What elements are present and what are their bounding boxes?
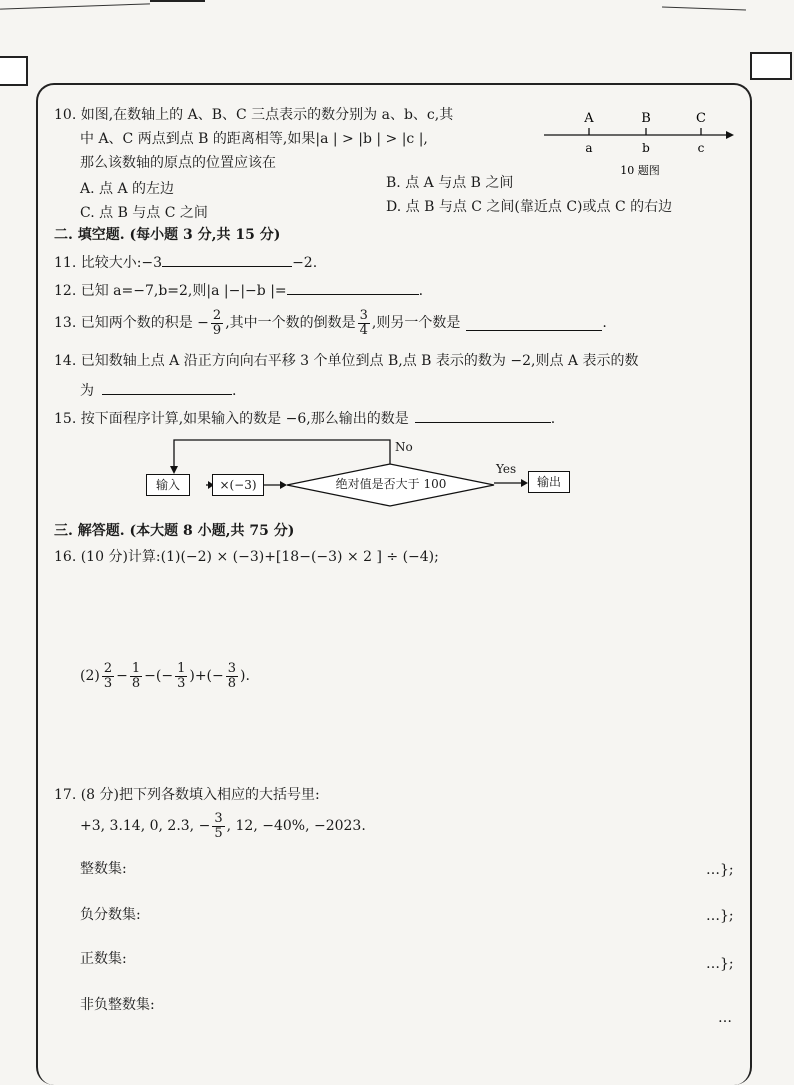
- figure-caption: 10 题图: [620, 164, 660, 177]
- q10-option-b: B. 点 A 与点 B 之间: [386, 175, 514, 191]
- flowchart-connectors: [140, 436, 590, 512]
- q16-frac-b: [130, 662, 142, 691]
- q10-line2: 中 A、C 两点到点 B 的距离相等,如果|a | > |b | > |c |,: [80, 131, 428, 147]
- set-positive-end: …};: [706, 956, 734, 972]
- label-C: C: [696, 111, 706, 126]
- q17-frac-num: 3: [214, 810, 223, 826]
- q10-line3: 那么该数轴的原点的位置应该在: [80, 155, 276, 171]
- set-nonnegative-integers-end: …: [718, 1010, 732, 1026]
- q16-part1: 16. (10 分)计算:(1)(−2) × (−3)+[18−(−3) × 2 ] ÷ (−4);: [54, 549, 439, 565]
- corner-box-left: [0, 56, 28, 86]
- q10-option-d: D. 点 B 与点 C 之间(靠近点 C)或点 C 的右边: [386, 199, 673, 215]
- set-integers-label: 整数集:: [80, 861, 127, 877]
- q16-op3: )+(−: [189, 668, 224, 684]
- flow-input-box: 输入: [146, 474, 190, 496]
- q16-frac-d-num: 3: [227, 660, 237, 676]
- section-3-heading: 三. 解答题. (本大题 8 小题,共 75 分): [54, 523, 295, 539]
- q11-text: 11. 比较大小:−3: [54, 255, 163, 271]
- q16-frac-a-den: 3: [103, 675, 113, 691]
- q14-line1: 14. 已知数轴上点 A 沿正方向向右平移 3 个单位到点 B,点 B 表示的数为 −2,则点 A 表示的数: [54, 353, 639, 369]
- q16-frac-b-den: 8: [131, 675, 141, 691]
- label-B: B: [641, 111, 651, 126]
- q16-op2: −(−: [144, 668, 174, 684]
- set-negative-fractions-label: 负分数集:: [80, 907, 141, 923]
- flow-yes-label: Yes: [496, 462, 517, 476]
- q16-frac-c: [175, 662, 187, 691]
- q11-answer-blank[interactable]: [162, 252, 292, 267]
- q13-frac1-num: 2: [212, 307, 222, 323]
- q10-option-c: C. 点 B 与点 C 之间: [80, 205, 208, 221]
- label-b: b: [642, 141, 650, 155]
- q16-frac-d: [226, 662, 238, 691]
- q13-fraction-2: [358, 309, 370, 338]
- q15-text: 15. 按下面程序计算,如果输入的数是 −6,那么输出的数是: [54, 411, 409, 427]
- q17-frac-den: 5: [214, 825, 223, 841]
- q13-mid: ,其中一个数的倒数是: [225, 315, 356, 331]
- q17-numbers-b: , 12, −40%, −2023.: [226, 818, 366, 834]
- flow-no-label: No: [395, 440, 413, 454]
- q12: [54, 280, 423, 302]
- label-A: A: [584, 111, 594, 126]
- q14-end: .: [232, 383, 237, 399]
- q17-numbers-a: +3, 3.14, 0, 2.3̇, −: [80, 818, 211, 834]
- q17-numbers: [80, 810, 366, 842]
- q10-line1: 10. 如图,在数轴上的 A、B、C 三点表示的数分别为 a、b、c,其: [54, 107, 454, 123]
- q14-answer-blank[interactable]: [102, 380, 232, 395]
- q11-end: −2.: [292, 255, 318, 271]
- q15-line: [54, 408, 555, 430]
- q13-frac2-num: 3: [359, 307, 368, 323]
- set-positive-label: 正数集:: [80, 951, 127, 967]
- loop-back-line: [174, 440, 390, 466]
- top-rule-left: [0, 3, 150, 9]
- set-integers-end: …};: [706, 862, 734, 878]
- q13-post: ,则另一个数是: [371, 315, 461, 331]
- q16-frac-d-den: 8: [227, 675, 237, 691]
- q10-option-a: A. 点 A 的左边: [80, 181, 175, 197]
- q16-op1: −: [116, 668, 128, 684]
- number-line-figure: [540, 104, 740, 182]
- q14-wei: 为: [80, 383, 94, 399]
- q16-frac-c-den: 3: [177, 675, 186, 691]
- q14-line2: [80, 380, 236, 402]
- flow-multiply-box: ×(−3): [212, 474, 264, 496]
- q16-frac-c-num: 1: [177, 660, 186, 676]
- flow-output-box: 输出: [528, 471, 570, 493]
- q13-answer-blank[interactable]: [466, 316, 602, 331]
- label-c: c: [697, 141, 705, 155]
- q16-frac-b-num: 1: [131, 660, 141, 676]
- set-negative-fractions-end: …};: [706, 908, 734, 924]
- loop-back-arrow: [170, 466, 178, 474]
- flow-condition-text: 绝对值是否大于 100: [335, 477, 447, 491]
- q13-text: 13. 已知两个数的积是 −: [54, 315, 209, 331]
- q13-frac1-den: 9: [212, 322, 222, 338]
- q17-fraction: [212, 812, 224, 841]
- q15-end: .: [550, 411, 556, 427]
- q11: [54, 252, 317, 274]
- section-2-heading: 二. 填空题. (每小题 3 分,共 15 分): [54, 227, 281, 243]
- q13-frac2-den: 4: [359, 322, 368, 338]
- top-rule-mid: [150, 0, 205, 2]
- number-line-arrow: [726, 131, 734, 139]
- q13: [54, 308, 607, 338]
- q13-end: .: [602, 315, 607, 331]
- q13-fraction-1: [211, 309, 223, 338]
- q16-frac-a: [102, 662, 114, 691]
- q16-part2-end: ).: [240, 668, 250, 684]
- q17-line1: 17. (8 分)把下列各数填入相应的大括号里:: [54, 787, 320, 803]
- q16-part2-label: (2): [80, 668, 100, 684]
- set-nonnegative-integers-label: 非负整数集:: [80, 997, 155, 1013]
- q12-end: .: [418, 283, 424, 299]
- q15-answer-blank[interactable]: [415, 408, 551, 423]
- corner-box-right: [750, 52, 792, 80]
- q12-answer-blank[interactable]: [287, 280, 419, 295]
- q12-text: 12. 已知 a=−7,b=2,则|a |−|−b |=: [54, 283, 287, 299]
- label-a: a: [585, 141, 593, 155]
- q16-frac-a-num: 2: [103, 660, 113, 676]
- q16-part2: [80, 660, 250, 692]
- top-rule-right: [662, 7, 746, 11]
